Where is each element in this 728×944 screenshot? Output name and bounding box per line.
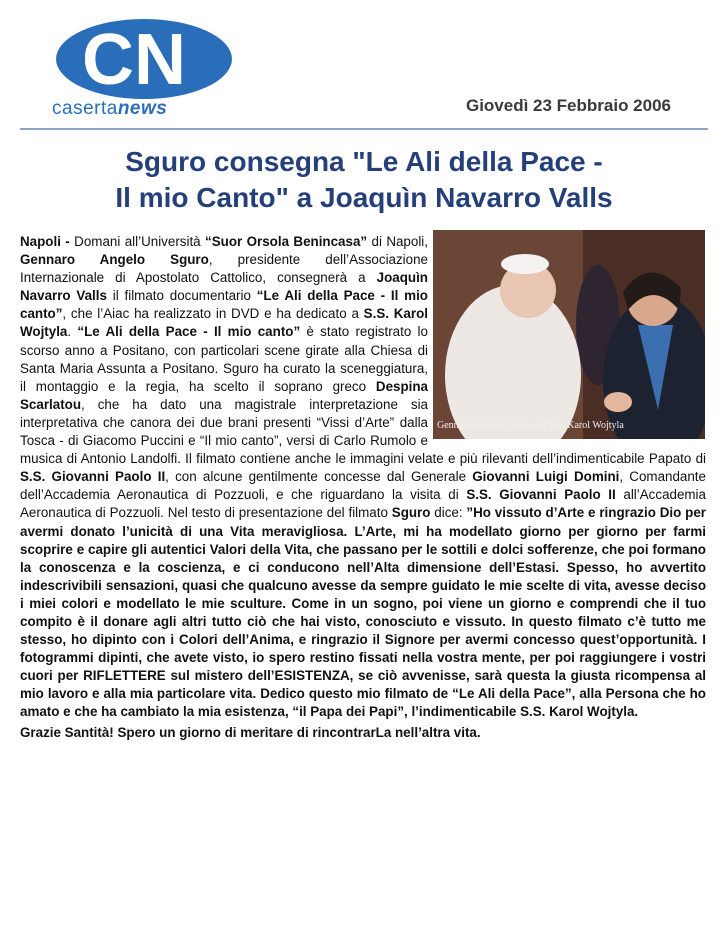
body-bold: “Le Ali della Pace - Il mio canto”	[77, 324, 301, 340]
dateline: Napoli -	[20, 234, 70, 249]
body-bold: Sguro	[391, 505, 431, 521]
photo-spacer	[428, 233, 706, 443]
body-bold: Despina Scarlatou	[20, 378, 428, 412]
body-text: di Napoli,	[367, 234, 428, 249]
photo-caption: Gennaro Angelo Sguro con S.S. Karol Wojtyla	[437, 420, 624, 431]
headline-line-2: Il mio Canto" a Joaquìn Navarro Valls	[115, 182, 613, 213]
body-text: , Comandante dell’Accademia Aeronautica di Pozzuoli, e che riguardano la visita di	[20, 469, 706, 503]
logo-letters: CN	[82, 20, 186, 100]
body-bold: “Le Ali della Pace - Il mio canto”	[20, 288, 428, 322]
body-bold: S.S. Giovanni Paolo II	[20, 469, 166, 485]
article-headline	[14, 144, 714, 216]
body-bold: Joaquìn Navarro Valls	[20, 270, 428, 304]
headline-line-1: Sguro consegna "Le Ali della Pace -	[125, 146, 603, 177]
body-text: .	[67, 324, 78, 340]
brand-wordmark	[52, 98, 167, 120]
body-text: , che l’Aiac ha realizzato in DVD e ha dedicato a	[62, 306, 364, 322]
article-body	[20, 233, 706, 742]
body-text: è stato registrato lo scorso anno a Positano, con particolari scene girate alla Chiesa di Santa Maria Assunta a Positano. Sguro ha curato la sceneggiatura, il montaggio e la regia, ha scelto il soprano greco	[20, 324, 428, 394]
body-text: dice:	[430, 505, 467, 521]
body-bold: “Suor Orsola Benincasa”	[205, 234, 368, 249]
body-text: Domani all’Università	[69, 234, 206, 249]
body-text: all’Accademia Aeronautica di Pozzuoli. Nel testo di presentazione del filmato	[20, 487, 706, 521]
body-bold: S.S. Karol Wojtyla	[20, 306, 428, 340]
sguro-quote: ”Ho vissuto d’Arte e ringrazio Dio per avermi donato l’unicità di una Vita meravigliosa. L’Arte, mi ha modellato giorno per giorno per farmi scoprire e capire gli autentici Valori della Vita, che passano per le sottili e dolci sofferenze, che poi formano la conoscenza e la coscienza, e ci conducono nell’Alta dimensione dell’Estasi. Spesso, ho avvertito indescrivibili sensazioni, quasi che qualcuno avesse da sempre guidato le mie scelte di vita, avesse deciso i miei colori e modellato le mie sculture. Come in un sogno, poi viene un giorno e comprendi che il tuo compito è il donare agli altri tutto ciò che hai visto, conosciuto e vissuto. In questo filmato c’è tutto me stesso, ho dipinto con i Colori dell’Anima, e ringrazio il Signore per avermi concesso quest’opportunità. I fotogrammi dipinti, che avete visto, io spero restino fissati nella vostra mente, per poi raggiungere i vostri cuori per RIFLETTERE sul mistero dell’ESISTENZA, se ciò avvenisse, sarà questa la giusta ricompensa al mio lavoro e alla mia particolare vita. Dedico questo mio filmato de “Le Ali della Pace”, alla Persona che ho amato e che ha cambiato la mia esistenza, “il Papa dei Papi”, l’indimenticabile S.S. Karol Wojtyla.	[20, 505, 706, 720]
body-text: il filmato documentario	[106, 288, 257, 304]
brand-light: caserta	[52, 98, 118, 119]
body-text: , presidente dell’Associazione Internazionale di Apostolato Cattolico, consegnerà a	[20, 252, 428, 286]
closing-line: Grazie Santità! Spero un giorno di meritare di rincontrarLa nell’altra vita.	[20, 724, 481, 740]
logo-mark	[52, 14, 237, 104]
body-bold: S.S. Giovanni Paolo II	[466, 487, 616, 503]
body-bold: Giovanni Luigi Domini	[472, 469, 620, 485]
issue-date: Giovedì 23 Febbraio 2006	[465, 96, 671, 115]
body-bold: Gennaro Angelo Sguro	[20, 252, 209, 268]
body-text: , con alcune gentilmente concesse dal Generale	[165, 469, 473, 485]
brand-bold: news	[117, 98, 168, 119]
body-text: , che ha dato una magistrale interpretazione sia interpretativa che canora dei due brani presenti “Vissi d’Arte” dalla Tosca - di Giacomo Puccini e “Il mio canto”, versi di Carlo Rumolo e musica di Antonio Landolfi. Il filmato contiene anche le immagini velate e più rilevanti dell’indimenticabile Papato di	[20, 396, 706, 467]
header-divider	[20, 128, 708, 130]
